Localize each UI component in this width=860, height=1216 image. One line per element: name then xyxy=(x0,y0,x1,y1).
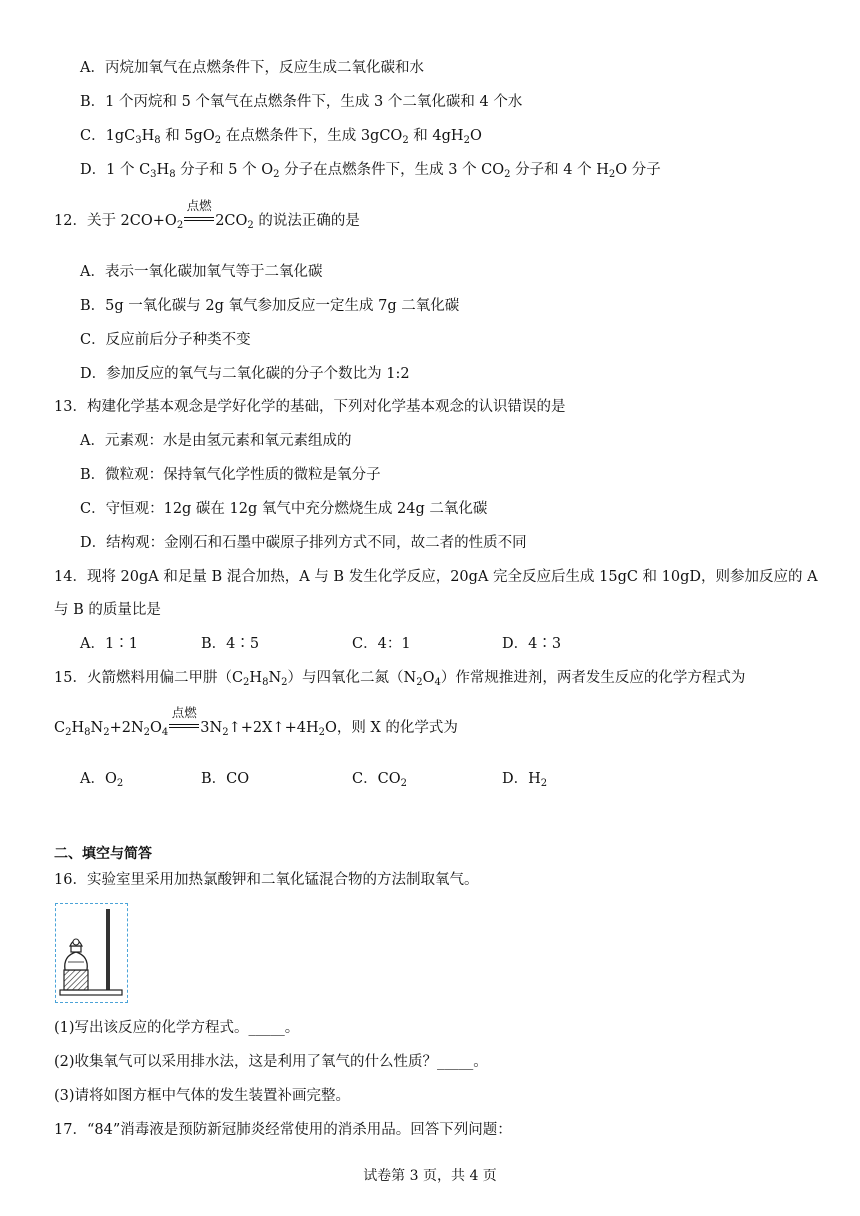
reaction-condition: 点燃 xyxy=(168,718,200,738)
q14-option-d: D．4∶3 xyxy=(502,636,562,652)
q13-option-a: A．元素观：水是由氢元素和氧元素组成的 xyxy=(80,433,352,449)
q12-option-a: A．表示一氧化碳加氧气等于二氧化碳 xyxy=(80,264,323,280)
q17-stem: 17．“84”消毒液是预防新冠肺炎经常使用的消杀用品。回答下列问题： xyxy=(54,1122,512,1138)
q13-option-c: C．守恒观：12g 碳在 12g 氧气中充分燃烧生成 24g 二氧化碳 xyxy=(80,501,488,517)
q15-stem: 15．火箭燃料用偏二甲肼$(C_2H_8N_2)$与四氧化二氮$(N_2O_4)$作常规推进剂，两者发生反应的化学方程式为 xyxy=(54,670,746,688)
q11-option-a: A．丙烷加氧气在点燃条件下，反应生成二氧化碳和水 xyxy=(80,60,424,76)
q16-part1: (1)写出该反应的化学方程式。_____。 xyxy=(54,1020,300,1036)
q12-option-c: C．反应前后分子种类不变 xyxy=(80,332,251,348)
page-footer: 试卷第 3 页，共 4 页 xyxy=(363,1168,497,1184)
q14-option-b: B．4∶5 xyxy=(201,636,260,652)
q14-stem-line1: 14．现将 20gA 和足量 B 混合加热，A 与 B 发生化学反应，20gA 完全反应后生成 15gC 和 10gD，则参加反应的 A xyxy=(54,569,818,585)
q14-option-a: A．1∶1 xyxy=(80,636,138,652)
q13-option-d: D．结构观：金刚石和石墨中碳原子排列方式不同，故二者的性质不同 xyxy=(80,535,527,551)
q13-option-b: B．微粒观：保持氧气化学性质的微粒是氧分子 xyxy=(80,467,381,483)
equals-sign xyxy=(184,217,214,221)
q12-option-b: B．5g 一氧化碳与 2g 氧气参加反应一定生成 7g 二氧化碳 xyxy=(80,298,460,314)
q13-stem: 13．构建化学基本观念是学好化学的基础，下列对化学基本观念的认识错误的是 xyxy=(54,399,566,415)
q12-stem: 12．关于 $2CO+O_2$ 点燃 $2CO_2$ 的说法正确的是 xyxy=(54,198,360,231)
q16-part3: (3)请将如图方框中气体的发生装置补画完整。 xyxy=(54,1088,351,1104)
q14-stem-line2: 与 B 的质量比是 xyxy=(54,602,161,618)
q15-option-d: D．$H_2$ xyxy=(502,771,548,789)
reaction-condition: 点燃 xyxy=(183,211,215,231)
q15-equation: $C_2H_8N_2+2N_2O_4$ 点燃 $3N_2↑+2X↑+4H_2O$，则 X 的化学式为 xyxy=(54,705,458,738)
equals-sign xyxy=(169,724,199,728)
q14-option-c: C．4：1 xyxy=(352,636,411,652)
q11-option-d: D．1 个 $C_3H_8$ 分子和 5 个 $O_2$ 分子在点燃条件下，生成 3 个 $CO_2$ 分子和 4 个 $H_2O$ 分子 xyxy=(80,162,661,180)
section-heading: 二、填空与简答 xyxy=(54,846,152,862)
q15-option-a: A．$O_2$ xyxy=(80,771,124,789)
q15-option-b: B．CO xyxy=(201,771,250,787)
q11-option-b: B．1 个丙烷和 5 个氧气在点燃条件下，生成 3 个二氧化碳和 4 个水 xyxy=(80,94,523,110)
q16-stem: 16．实验室里采用加热氯酸钾和二氧化锰混合物的方法制取氧气。 xyxy=(54,872,479,888)
alcohol-lamp-stand-icon xyxy=(56,904,127,1002)
q12-option-d: D．参加反应的氧气与二氧化碳的分子个数比为 1:2 xyxy=(80,366,410,382)
apparatus-figure xyxy=(55,903,128,1003)
q15-option-c: C．$CO_2$ xyxy=(352,771,407,789)
q11-option-c: C．$1gC_3H_8$ 和 $5gO_2$ 在点燃条件下，生成 3gCO$_2$ 和 $4gH_2O$ xyxy=(80,128,482,146)
q16-part2: (2)收集氧气可以采用排水法，这是利用了氧气的什么性质？_____。 xyxy=(54,1054,488,1070)
